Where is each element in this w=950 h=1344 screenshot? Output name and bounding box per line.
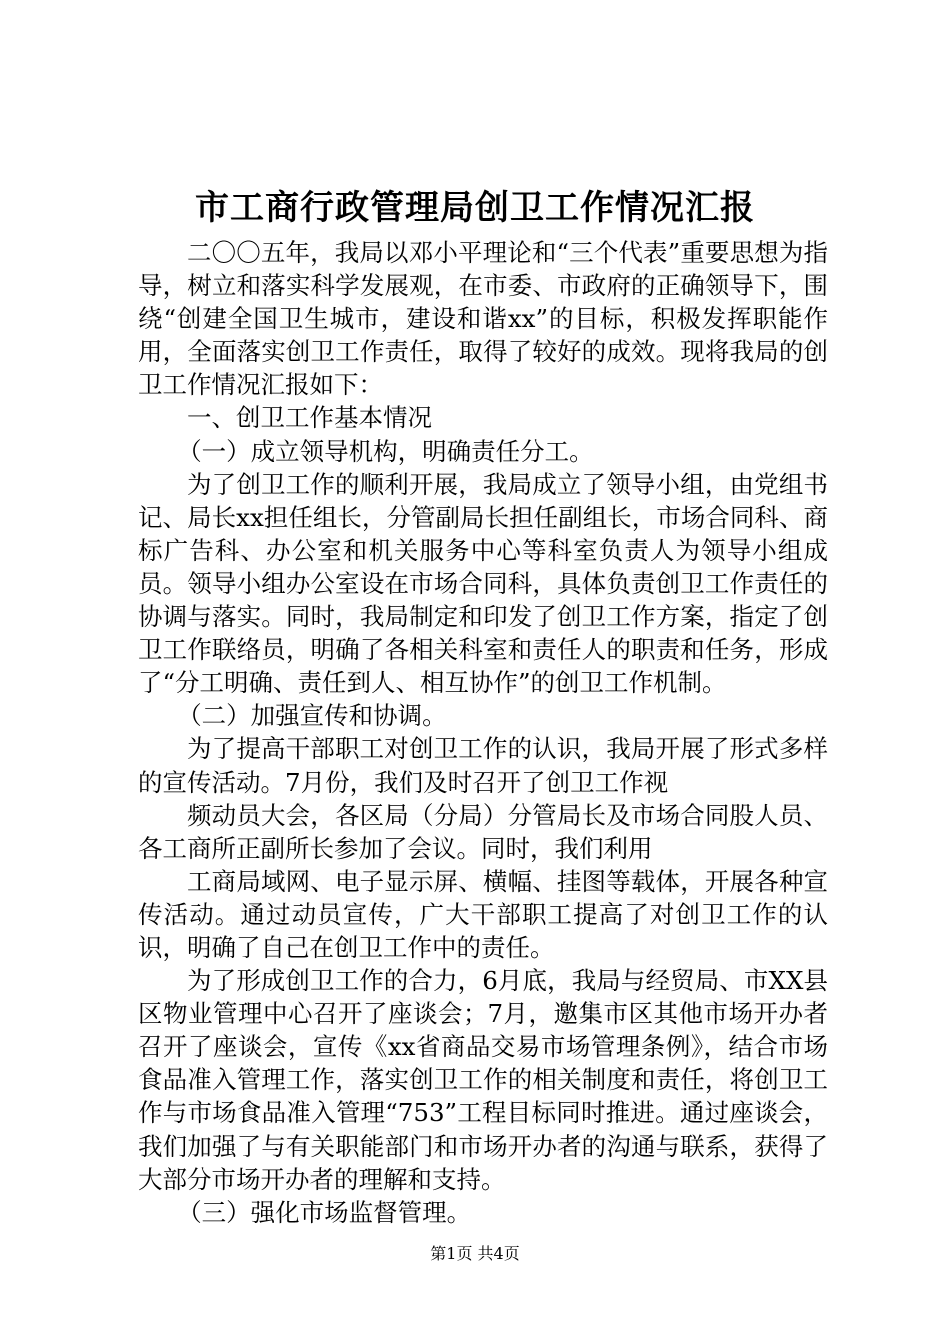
body-paragraph: 工商局域网、电子显示屏、横幅、挂图等载体，开展各种宣传活动。通过动员宣传，广大干部职工提高了对创卫工作的认识，明确了自己在创卫工作中的责任。 [138,866,828,962]
subsection-heading: （一）成立领导机构，明确责任分工。 [177,436,594,466]
body-paragraph: 频动员大会，各区局（分局）分管局长及市场合同股人员、各工商所正副所长参加了会议。同时，我们利用 [138,800,828,863]
subsection-heading: （三）强化市场监督管理。 [177,1197,472,1227]
subsection-heading: （二）加强宣传和协调。 [177,701,447,731]
page-footer: 第1页 共4页 [430,1244,520,1263]
body-paragraph: 为了提高干部职工对创卫工作的认识，我局开展了形式多样的宣传活动。7月份，我们及时召开了创卫工作视 [138,734,828,797]
body-paragraph: 为了形成创卫工作的合力，6月底，我局与经贸局、市XX县区物业管理中心召开了座谈会；7月，邀集市区其他市场开办者召开了座谈会，宣传《xx省商品交易市场管理条例》，结合市场食品准入管理工作，落实创卫工作的相关制度和责任，将创卫工作与市场食品准入管理“753”工程目标同时推进。通过座谈会，我们加强了与有关职能部门和市场开办者的沟通与联系，获得了大部分市场开办者的理解和支持。 [138,966,828,1194]
document-title: 市工商行政管理局创卫工作情况汇报 [195,188,755,228]
body-paragraph: 为了创卫工作的顺利开展，我局成立了领导小组，由党组书记、局长xx担任组长，分管副局长担任副组长，市场合同科、商标广告科、办公室和机关服务中心等科室负责人为领导小组成员。领导小组办公室设在市场合同科，具体负责创卫工作责任的协调与落实。同时，我局制定和印发了创卫工作方案，指定了创卫工作联络员，明确了各相关科室和责任人的职责和任务，形成了“分工明确、责任到人、相互协作”的创卫工作机制。 [138,469,828,698]
document-body [138,236,828,1229]
section-heading: 一、创卫工作基本情况 [187,403,432,433]
intro-paragraph: 二〇〇五年，我局以邓小平理论和“三个代表”重要思想为指导，树立和落实科学发展观，在市委、市政府的正确领导下，围绕“创建全国卫生城市，建设和谐xx”的目标，积极发挥职能作用，全面落实创卫工作责任，取得了较好的成效。现将我局的创卫工作情况汇报如下： [138,238,828,400]
